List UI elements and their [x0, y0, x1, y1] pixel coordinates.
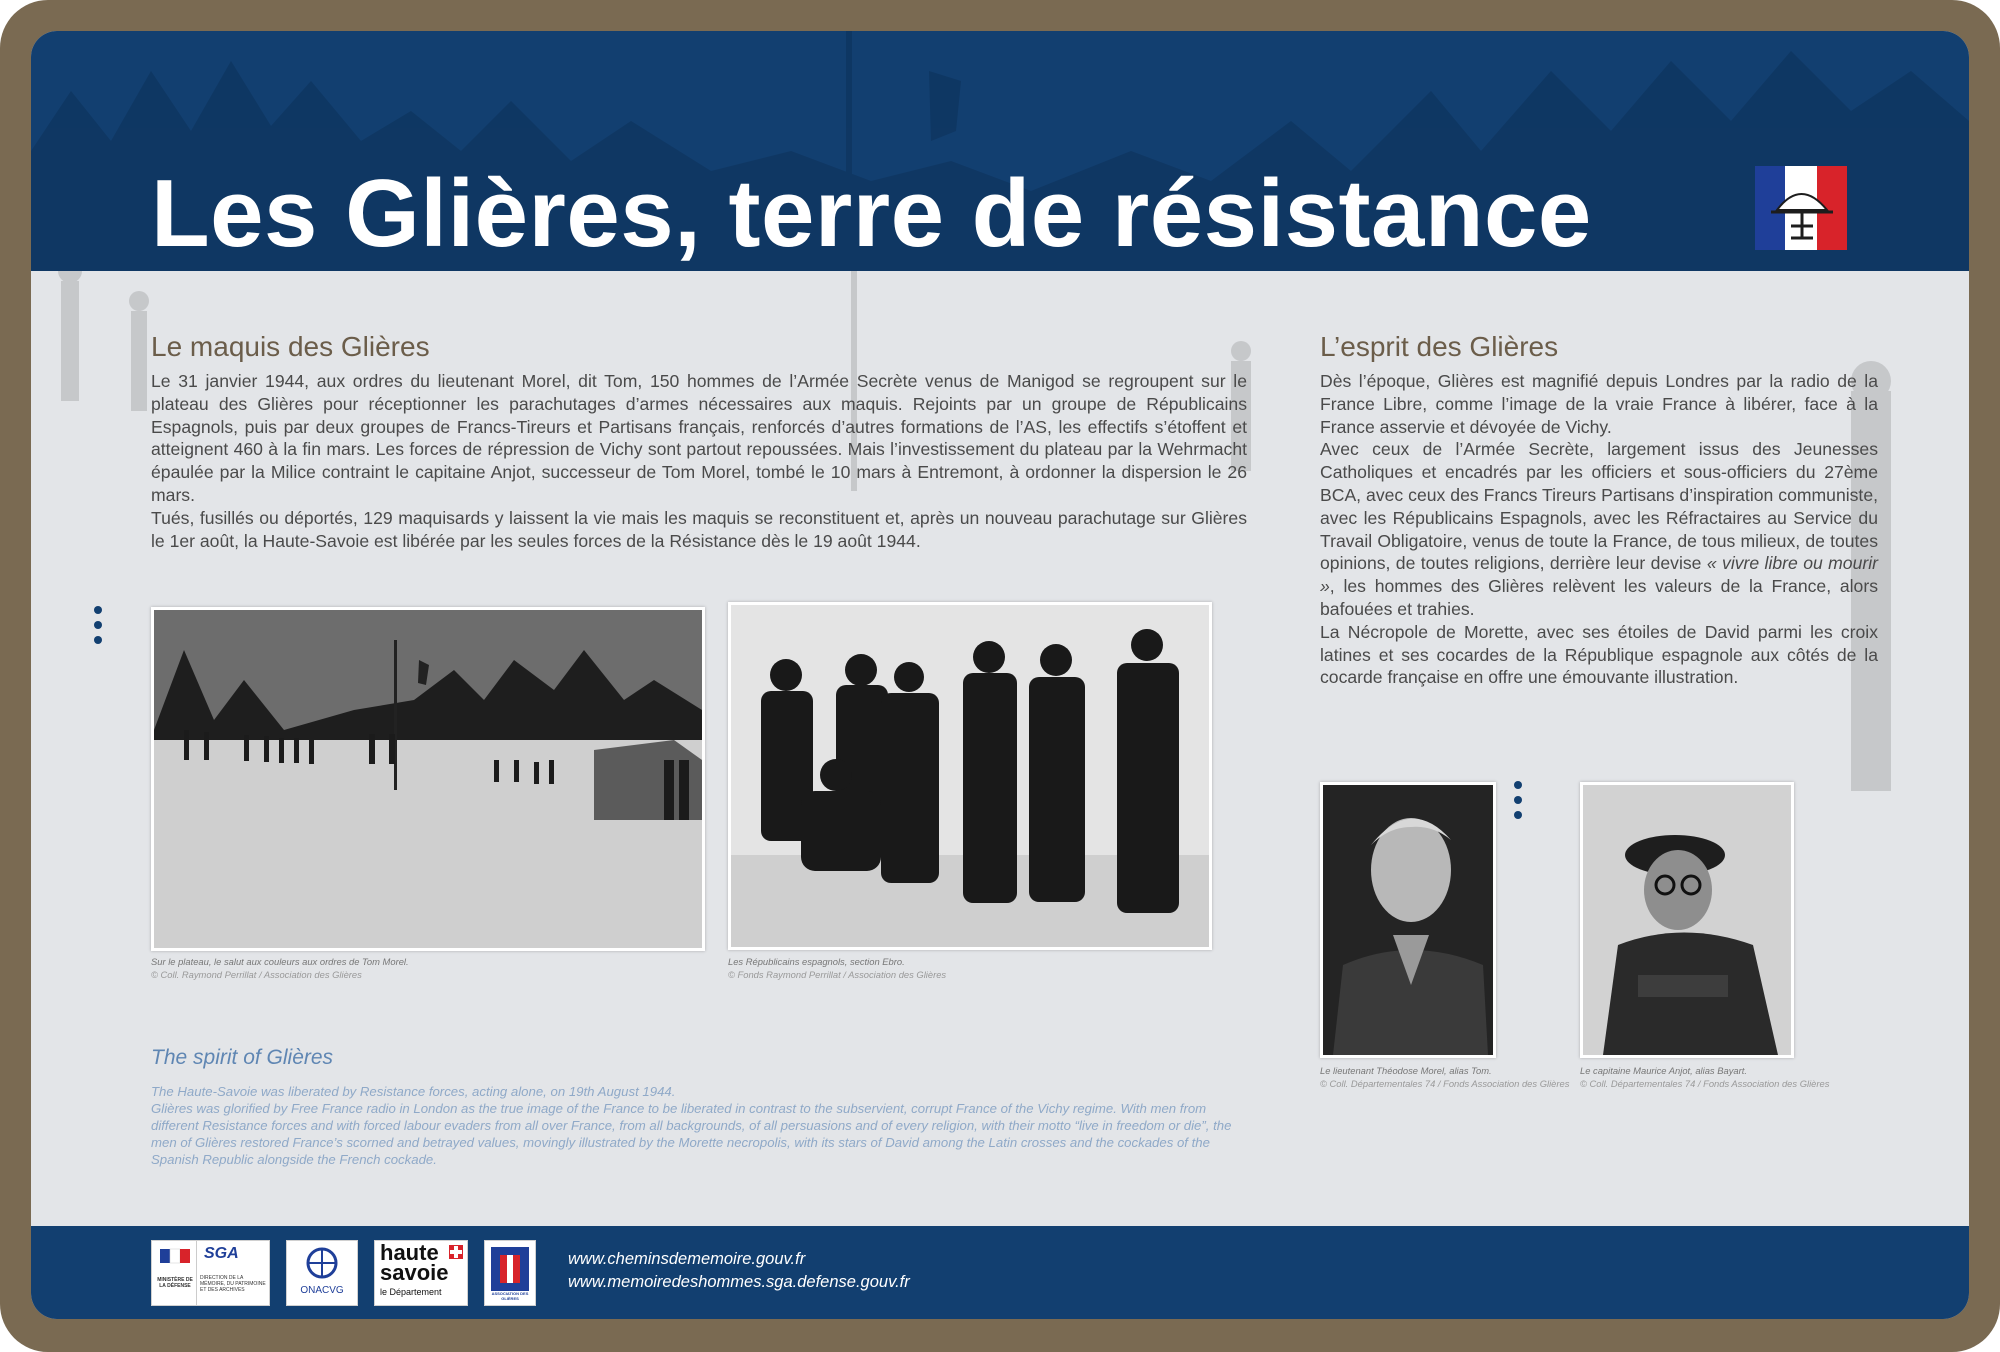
- esprit-paragraph-2: [1320, 438, 1878, 620]
- english-heading: The spirit of Glières: [151, 1046, 334, 1069]
- haute-savoie-line1: haute: [380, 1240, 439, 1265]
- caption-salute: [151, 955, 409, 981]
- logo-association-glieres: [484, 1240, 536, 1306]
- esprit-heading: L’esprit des Glières: [1320, 331, 1559, 362]
- logo-haute-savoie: [374, 1240, 468, 1306]
- maquis-text: [151, 370, 1247, 552]
- caption-morel-text: Le lieutenant Théodose Morel, alias Tom.: [1320, 1065, 1492, 1076]
- esprit-paragraph-3: La Nécropole de Morette, avec ses étoiles de David parmi les croix latines et ses cocardes de la République espagnole aux côtés de la cocarde française en offre une émouvante illustration.: [1320, 621, 1878, 688]
- caption-spanish: [728, 955, 946, 981]
- caption-spanish-credit: © Fonds Raymond Perrillat / Association des Glières: [728, 969, 947, 980]
- savoie-cross-icon: [449, 1245, 463, 1259]
- caption-morel: [1320, 1064, 1569, 1090]
- decorative-dots-left: [94, 606, 102, 651]
- motto: « vivre libre ou mourir »: [1320, 553, 1878, 597]
- caption-morel-credit: © Coll. Départementales 74 / Fonds Association des Glières: [1320, 1078, 1570, 1089]
- sga-label: SGA: [204, 1245, 239, 1262]
- esprit-text: [1320, 370, 1878, 689]
- esprit-paragraph-1: Dès l’époque, Glières est magnifié depuis Londres par la radio de la France Libre, comme l’image de la vraie France à libérer, face à la France asservie et dévoyée de Vichy.: [1320, 371, 1878, 437]
- maquis-paragraph-1: Le 31 janvier 1944, aux ordres du lieutenant Morel, dit Tom, 150 hommes de l’Armée Secrète venus de Manigod se regroupent sur le plateau des Glières pour réceptionner les parachutages d’armes nécessaires aux maquis. Rejoints par un groupe de Républicains Espagnols, puis par deux groupes de Francs-Tireurs et Partisans français, renforcés d’autres formations de l’AS, les effectifs s’étoffent et atteignent 460 à la fin mars. Les forces de répression de Vichy sont partout repoussées. Mais l’investissement du plateau par la Wehrmacht épaulée par la Milice contraint le capitaine Anjot, successeur de Tom Morel, tombé le 10 mars à Entremont, à ordonner la dispersion le 26 mars.: [151, 371, 1247, 505]
- maquis-heading: Le maquis des Glières: [151, 331, 430, 362]
- maquis-paragraph-2: Tués, fusillés ou déportés, 129 maquisards y laissent la vie mais les maquis se reconstituent et, après un nouveau parachutage sur Glières le 1er août, la Haute-Savoie est libérée par les seules forces de la Résistance dès le 19 août 1944.: [151, 507, 1247, 551]
- tricolour-helmet-icon: [1755, 166, 1847, 250]
- caption-anjot: [1580, 1064, 1829, 1090]
- information-panel: [31, 31, 1969, 1319]
- portrait-tom-morel: [1320, 782, 1496, 1058]
- english-paragraph: Glières was glorified by Free France radio in London as the true image of the France to be liberated in contrast to the subservient, corrupt France of the Vichy regime. With men from different Resistance forces and with forced labour evaders from all over France, from all backgrounds, of all persuasions and of every religion, with their motto “live in freedom or die”, the men of Glières restored France’s scorned and betrayed values, movingly illustrated by the Morette necropolis, with its stars of David among the Latin crosses and the cockades of the Spanish Republic alongside the French cockade.: [151, 1101, 1232, 1167]
- caption-anjot-credit: © Coll. Départementales 74 / Fonds Association des Glières: [1580, 1078, 1830, 1089]
- photo-salute-plateau: [151, 607, 705, 951]
- english-line-1: The Haute-Savoie was liberated by Resistance forces, acting alone, on 19th August 1944.: [151, 1084, 676, 1099]
- caption-anjot-text: Le capitaine Maurice Anjot, alias Bayart.: [1580, 1065, 1747, 1076]
- esprit-paragraph-2-start: Avec ceux de l’Armée Secrète, largement issus des Jeunesses Catholiques et encadrés par les officiers et sous-officiers du 27ème BCA, avec ceux des Francs Tireurs Partisans d’inspiration communiste, avec les Républicains Espagnols, avec les Réfractaires au Service du Travail Obligatoire, venus de toute la France, de tous milieux, de toutes opinions, de toutes religions, derrière leur devise: [1320, 439, 1878, 574]
- onacvg-label: ONACVG: [300, 1285, 344, 1296]
- english-text: [151, 1083, 1247, 1168]
- caption-salute-credit: © Coll. Raymond Perrillat / Association des Glières: [151, 969, 362, 980]
- header-banner: [31, 31, 1969, 271]
- link-chemins-de-memoire[interactable]: www.cheminsdememoire.gouv.fr: [568, 1250, 806, 1268]
- portrait-maurice-anjot: [1580, 782, 1794, 1058]
- logo-ministere-sga: [151, 1240, 270, 1306]
- logo-onacvg: [286, 1240, 358, 1306]
- decorative-dots-right: [1514, 781, 1522, 826]
- link-memoire-des-hommes[interactable]: www.memoiredeshommes.sga.defense.gouv.fr: [568, 1273, 910, 1291]
- sga-sub-label: DIRECTION DE LA MÉMOIRE, DU PATRIMOINE ET DES ARCHIVES: [200, 1275, 266, 1293]
- association-label: ASSOCIATION DES GLIÈRES: [491, 1291, 529, 1301]
- haute-savoie-line2: savoie: [380, 1260, 449, 1285]
- haute-savoie-line3: le Département: [380, 1287, 442, 1297]
- esprit-paragraph-2-end: , les hommes des Glières relèvent les valeurs de la France, alors bafouées et trahies.: [1320, 576, 1878, 619]
- photo-spanish-republicans: [728, 602, 1212, 950]
- caption-spanish-text: Les Républicains espagnols, section Ebro.: [728, 956, 905, 967]
- page-title: Les Glières, terre de résistance: [151, 160, 1592, 267]
- caption-salute-text: Sur le plateau, le salut aux couleurs aux ordres de Tom Morel.: [151, 956, 409, 967]
- ministere-label: MINISTÈRE DE LA DÉFENSE: [157, 1277, 193, 1289]
